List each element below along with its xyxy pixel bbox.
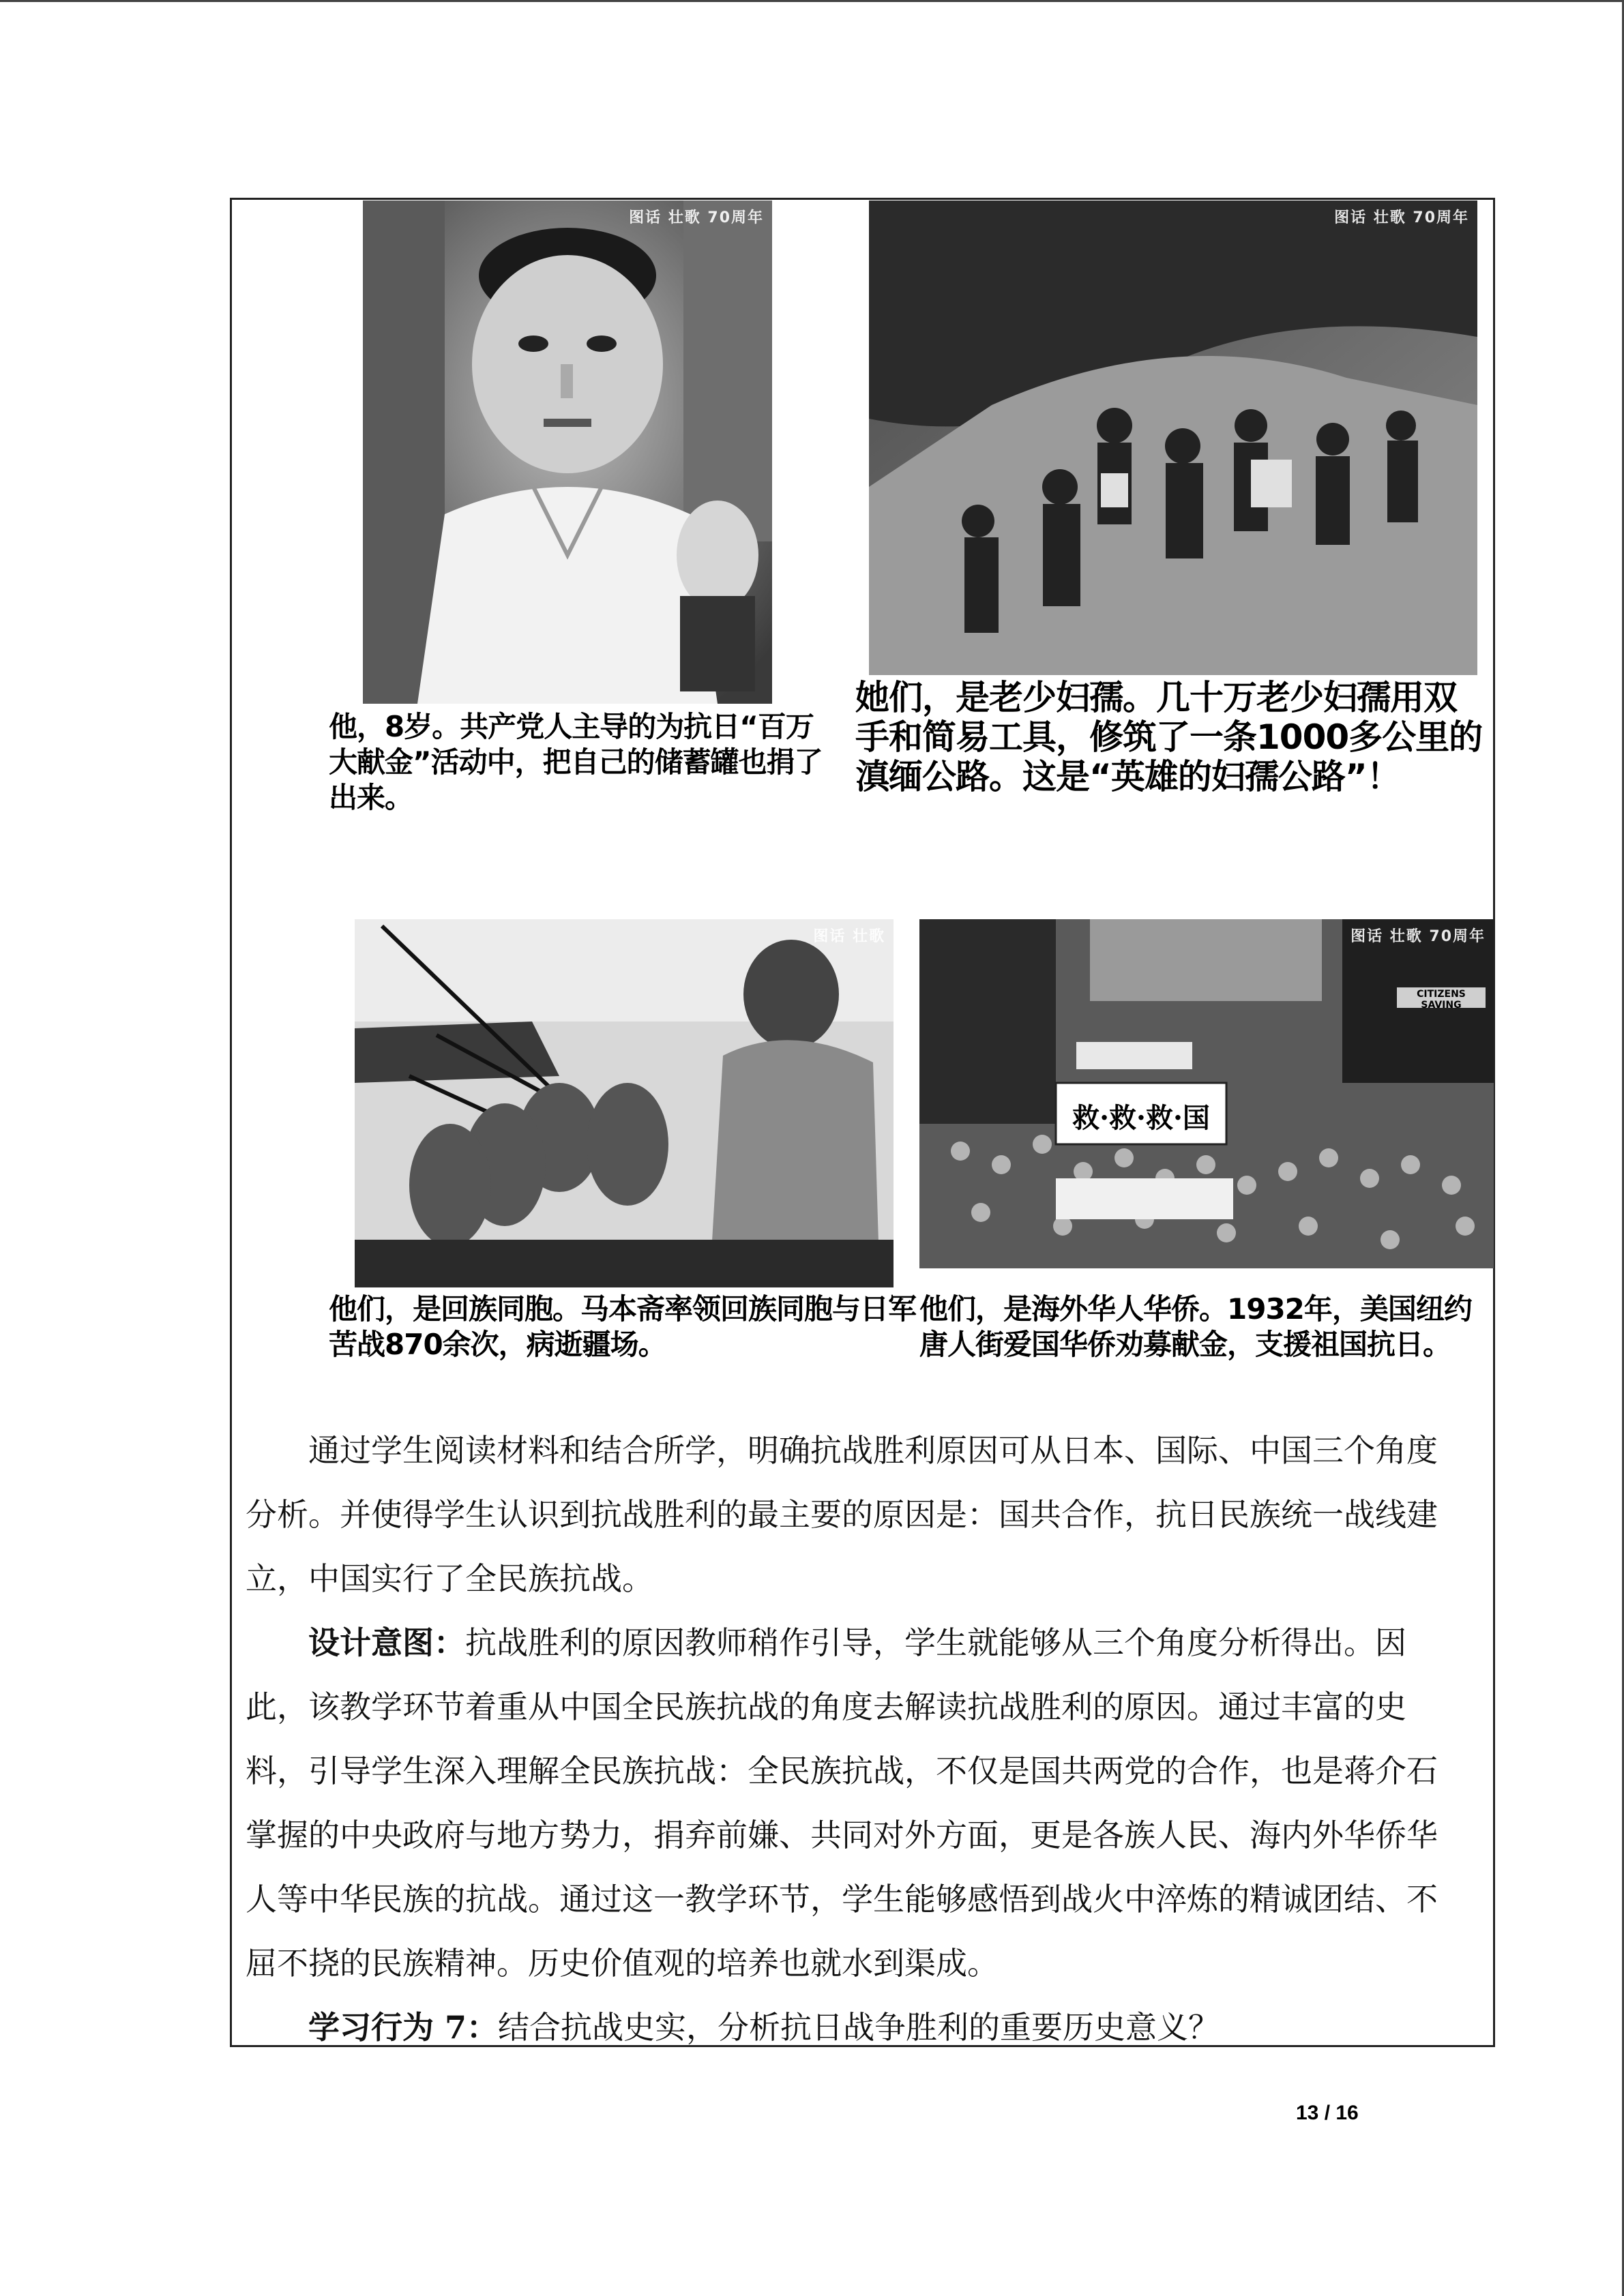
store-sign-text: CITIZENS SAVING [1417,989,1466,1011]
paragraph-analysis: 通过学生阅读材料和结合所学，明确抗战胜利原因可从日本、国际、中国三个角度分析。并使得学生认识到抗战胜利的最主要的原因是：国共合作，抗日民族统一战线建立，中国实行了全民族抗战。 [246,1432,1438,1597]
paragraph-learning-behavior [246,1995,1466,2059]
body-text [246,1418,1466,2059]
photo-boy-donation [363,200,772,704]
design-intent-text: 抗战胜利的原因教师稍作引导，学生就能够从三个角度分析得出。因此，该教学环节着重从中国全民族抗战的角度去解读抗战胜利的原因。通过丰富的史料，引导学生深入理解全民族抗战：全民族抗战，不仅是国共两党的合作，也是蒋介石掌握的中央政府与地方势力，捐弃前嫌、共同对外方面，更是各族人民、海内外华侨华人等中华民族的抗战。通过这一教学环节，学生能够感悟到战火中淬炼的精诚团结、不屈不挠的民族精神。历史价值观的培养也就水到渠成。 [246,1624,1438,1982]
page-number: 13 / 16 [1296,2102,1359,2124]
learning-behavior-text: 结合抗战史实，分析抗日战争胜利的重要历史意义？ [498,2009,1220,2046]
photo-watermark: 图话 壮歌 70周年 [1350,928,1486,945]
caption-hui: 他们，是回族同胞。马本斋率领回族同胞与日军苦战870余次，病逝疆场。 [329,1292,917,1361]
photo-watermark: 图话 壮歌 [813,928,885,945]
caption-road: 她们，是老少妇孺。几十万老少妇孺用双手和简易工具，修筑了一条1000多公里的滇缅公路。这是“英雄的妇孺公路”！ [855,678,1483,796]
photo-rally-image [919,919,1494,1268]
photo-road-image [869,200,1477,675]
learning-behavior-label: 学习行为 7： [308,2009,499,2046]
photo-road-workers [869,200,1477,675]
photo-soldiers-image [355,919,894,1287]
design-intent-label: 设计意图： [308,1624,465,1661]
rally-banner-text: 救·救·救·国 [1072,1102,1210,1134]
photo-hui-soldiers [355,919,894,1287]
photo-watermark: 图话 壮歌 70周年 [629,209,764,226]
caption-chinatown: 他们，是海外华人华侨。1932年，美国纽约唐人街爱国华侨劝募献金，支援祖国抗日。 [919,1292,1472,1361]
caption-boy: 他，8岁。共产党人主导的为抗日“百万大献金”活动中，把自己的储蓄罐也捐了出来。 [329,710,823,814]
photo-boy-image [363,200,772,704]
photo-chinatown-rally [919,919,1494,1268]
page-edge [0,0,1624,2]
photo-watermark: 图话 壮歌 70周年 [1334,209,1469,226]
paragraph-design-intent [246,1611,1466,1995]
